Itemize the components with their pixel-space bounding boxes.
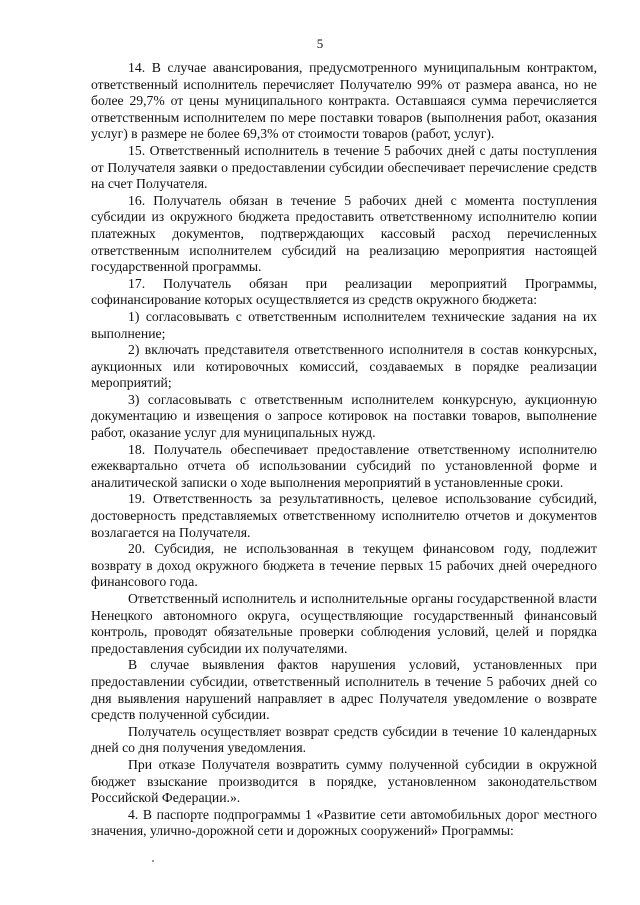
paragraph-4-passport: 4. В паспорте подпрограммы 1 «Развитие сети автомобильных дорог местного значения, улично-дорожной сети и дорожных сооружений» Программы:	[91, 806, 597, 839]
paragraph-15: 15. Ответственный исполнитель в течение 5 рабочих дней с даты поступления от Получателя заявки о предоставлении субсидии обеспечивает перечисление средств на счет Получателя.	[91, 142, 597, 192]
paragraph-control: Ответственный исполнитель и исполнительные органы государственной власти Ненецкого автономного округа, осуществляющие государственный финансовый контроль, проводят обязательные проверки соблюдения условий, целей и порядка предоставления субсидии их получателями.	[91, 591, 597, 656]
page-number: 5	[316, 36, 324, 51]
paragraph-20: 20. Субсидия, не использованная в текущем финансовом году, подлежит возврату в доход окружного бюджета в течение первых 15 рабочих дней очередного финансового года.	[91, 541, 597, 590]
paragraph-18: 18. Получатель обеспечивает предоставление ответственному исполнителю ежеквартально отчета об использовании субсидий по установленной форме и аналитической записки о ходе выполнения мероприятий в установленные сроки.	[91, 441, 597, 490]
paragraph-17-item-1: 1) согласовывать с ответственным исполнителем технические задания на их выполнение;	[91, 308, 597, 341]
scan-speck	[152, 860, 154, 862]
paragraph-refusal: При отказе Получателя возвратить сумму полученной субсидии в окружной бюджет взыскание производится в порядке, установленном законодательством Российской Федерации.».	[91, 756, 597, 806]
paragraph-16: 16. Получатель обязан в течение 5 рабочих дней с момента поступления субсидии из окружного бюджета предоставить ответственному исполнителю копии платежных документов, подтверждающих кассовый расход перечисленных ответственным исполнителем субсидий на реализацию мероприятия настоящей государственной программы.	[91, 192, 597, 275]
paragraph-17-item-3: 3) согласовывать с ответственным исполнителем конкурсную, аукционную документацию и извещения о запросе котировок на поставки товаров, выполнение работ, оказание услуг для муниципальных нужд.	[91, 391, 597, 441]
paragraph-refund: Получатель осуществляет возврат средств субсидии в течение 10 календарных дней со дня получения уведомления.	[91, 723, 597, 756]
document-body	[91, 60, 597, 840]
paragraph-17: 17. Получатель обязан при реализации мероприятий Программы, софинансирование которых осуществляется из средств окружного бюджета:	[91, 275, 597, 308]
paragraph-14: 14. В случае авансирования, предусмотренного муниципальным контрактом, ответственный исполнитель перечисляет Получателю 99% от размера аванса, но не более 29,7% от цены муниципального контракта. Оставшаяся сумма перечисляется ответственным исполнителем по мере поставки товаров (выполнения работ, оказания услуг) в размере не более 69,3% от стоимости товаров (работ, услуг).	[91, 60, 597, 142]
paragraph-17-item-2: 2) включать представителя ответственного исполнителя в состав конкурсных, аукционных или котировочных комиссий, создаваемых в порядке реализации мероприятий;	[91, 342, 597, 391]
paragraph-violations: В случае выявления фактов нарушения условий, установленных при предоставлении субсидии, ответственный исполнитель в течение 5 рабочих дней со дня выявления нарушений направляет в адрес Получателя уведомление о возврате средств полученной субсидии.	[91, 657, 597, 723]
paragraph-19: 19. Ответственность за результативность, целевое использование субсидий, достоверность представляемых ответственному исполнителю отчетов и документов возлагается на Получателя.	[91, 491, 597, 540]
